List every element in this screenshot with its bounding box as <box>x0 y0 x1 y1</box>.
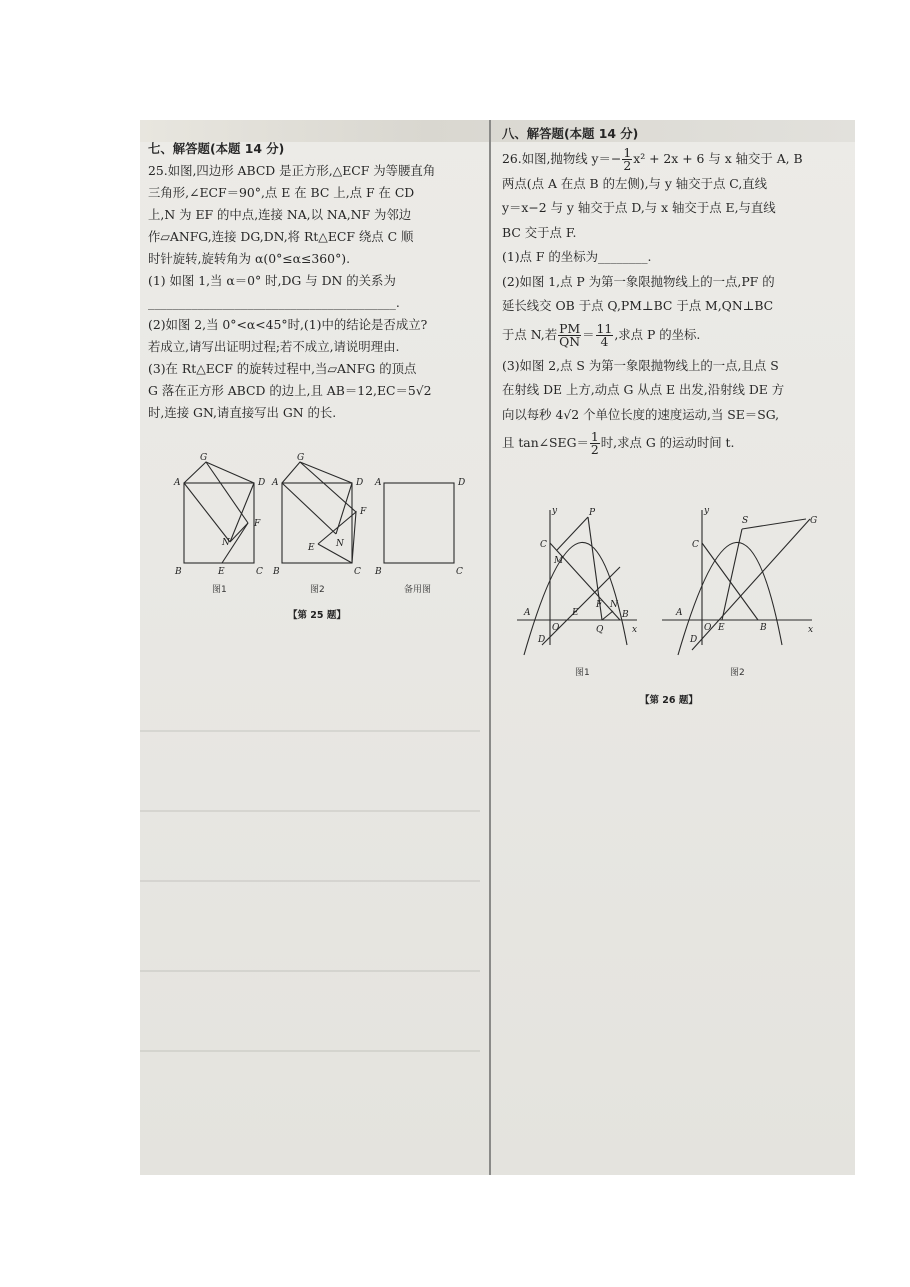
q25-footer: 【第 25 题】 <box>288 610 346 621</box>
bleed-line <box>140 810 480 812</box>
square-abcd <box>384 483 454 563</box>
bleed-line <box>140 730 480 732</box>
label-g: G <box>297 453 305 463</box>
q26-line: (2)如图 1,点 P 为第一象限抛物线上的一点,PF 的 <box>502 273 775 289</box>
label-b: B <box>175 567 182 577</box>
q26-frac-line-pre: 于点 N,若 <box>502 326 558 342</box>
label-f: F <box>360 507 367 517</box>
label-g: G <box>200 453 208 463</box>
label-c: C <box>456 567 463 577</box>
bleed-line <box>140 880 480 882</box>
label-x: x <box>808 625 814 635</box>
parallelogram-side <box>184 462 254 483</box>
label-d: D <box>356 478 364 488</box>
q25-line: 上,N 为 EF 的中点,连接 NA,以 NA,NF 为邻边 <box>148 207 412 222</box>
label-c: C <box>354 567 361 577</box>
label-s: S <box>742 516 749 526</box>
q26-line: (1)点 F 的坐标为________. <box>502 249 652 264</box>
q26-line: (3)如图 2,点 S 为第一象限抛物线上的一点,且点 S <box>502 357 779 373</box>
segment-pm <box>557 517 588 550</box>
label-x: x <box>632 625 638 635</box>
label-y: y <box>704 506 710 516</box>
q26-line: 向以每秒 4√2 个单位长度的速度运动,当 SE＝SG, <box>502 406 780 422</box>
q25-line: 25.如图,四边形 ABCD 是正方形,△ECF 为等腰直角 <box>148 163 436 178</box>
q25-line: 三角形,∠ECF＝90°,点 E 在 BC 上,点 F 在 CD <box>148 185 415 200</box>
frac-den: 2 <box>623 157 632 173</box>
q26-line: y＝x−2 与 y 轴交于点 D,与 x 轴交于点 E,与直线 <box>502 200 776 215</box>
q25-line: (3)在 Rt△ECF 的旋转过程中,当▱ANFG 的顶点 <box>148 361 417 376</box>
q25-line: 作▱ANFG,连接 DG,DN,将 Rt△ECF 绕点 C 顺 <box>148 229 414 244</box>
label-b: B <box>760 623 767 633</box>
label-m: M <box>554 556 564 566</box>
segment-gf <box>300 462 356 512</box>
q25-line: 时,连接 GN,请直接写出 GN 的长. <box>148 405 337 420</box>
question-25 <box>148 138 484 424</box>
frac-num: 1 <box>590 429 599 444</box>
q26-line: BC 交于点 F. <box>502 224 577 240</box>
label-n: N <box>336 539 344 549</box>
q25-figures <box>170 450 480 580</box>
label-e: E <box>218 567 225 577</box>
q26-line-1-pre: 26.如图,抛物线 y＝− <box>502 150 622 166</box>
label-b: B <box>273 567 280 577</box>
label-c: C <box>256 567 263 577</box>
label-y: y <box>552 506 558 516</box>
q25-line: (2)如图 2,当 0°<α<45°时,(1)中的结论是否成立? <box>148 317 428 332</box>
label-o: O <box>552 623 560 633</box>
q25-figure-2 <box>271 453 367 577</box>
label-b: B <box>622 610 629 620</box>
label-p: P <box>589 508 596 518</box>
label-n: N <box>222 538 230 548</box>
q26-figure-2 <box>662 506 817 655</box>
segment-nf <box>230 523 248 542</box>
label-d: D <box>458 478 466 488</box>
label-e: E <box>572 608 579 618</box>
segment-an <box>282 483 336 534</box>
label-a: A <box>676 608 683 618</box>
label-a: A <box>524 608 531 618</box>
frac-num: 1 <box>623 144 632 160</box>
q25-answer-blank: ________________________________________. <box>148 295 400 310</box>
bleed-line <box>140 970 480 972</box>
label-f: F <box>596 600 603 610</box>
label-d: D <box>538 635 546 645</box>
label-a: A <box>174 478 181 488</box>
q26-line-1-post: x² + 2x + 6 与 x 轴交于 A, B <box>633 150 803 166</box>
q26-header: 八、解答题(本题 14 分) <box>502 126 639 141</box>
segment-sg <box>742 519 806 529</box>
segment-ec <box>318 544 352 563</box>
frac-num: 11 <box>596 320 613 336</box>
label-c: C <box>692 540 699 550</box>
q26-frac-line-mid: ＝ <box>582 326 595 342</box>
q25-fig3-caption: 备用图 <box>404 585 432 595</box>
q25-line: 若成立,请写出证明过程;若不成立,请说明理由. <box>148 339 400 354</box>
q26-frac-line-post: ,求点 P 的坐标. <box>614 326 701 342</box>
square-abcd <box>282 483 352 563</box>
segment-an <box>184 483 230 542</box>
frac-num: PM <box>559 320 581 336</box>
q26-tan-post: 时,求点 G 的运动时间 t. <box>600 435 735 450</box>
q26-line-1 <box>502 144 852 173</box>
label-e: E <box>308 543 315 553</box>
frac-den: QN <box>559 333 581 349</box>
frac-den: 4 <box>600 333 609 349</box>
column-divider <box>489 120 491 1175</box>
q25-line: (1) 如图 1,当 α＝0° 时,DG 与 DN 的关系为 <box>148 273 396 288</box>
label-g: G <box>810 516 818 526</box>
q26-figures <box>512 505 852 660</box>
q26-fig1-caption: 图1 <box>575 668 590 678</box>
q26-line: 延长线交 OB 于点 Q,PM⊥BC 于点 M,QN⊥BC <box>502 298 774 313</box>
label-o: O <box>704 623 712 633</box>
fraction-eleven-fourths <box>596 320 614 349</box>
q26-line-fraction <box>502 320 852 349</box>
q25-line: G 落在正方形 ABCD 的边上,且 AB＝12,EC＝5√2 <box>148 383 432 398</box>
label-b: B <box>375 567 382 577</box>
parallelogram-side <box>282 462 352 483</box>
q26-footer: 【第 26 题】 <box>640 695 698 706</box>
label-a: A <box>272 478 279 488</box>
square-abcd <box>184 483 254 563</box>
q25-header: 七、解答题(本题 14 分) <box>148 141 285 156</box>
bleed-line <box>140 1050 480 1052</box>
q25-figure-1 <box>173 453 265 577</box>
fraction-one-half <box>590 431 600 456</box>
q26-line: 在射线 DE 上方,动点 G 从点 E 出发,沿射线 DE 方 <box>502 382 785 397</box>
label-n: N <box>610 600 618 610</box>
fraction-one-half <box>622 144 632 173</box>
label-f: F <box>254 519 261 529</box>
label-q: Q <box>596 625 604 635</box>
q26-figure-1 <box>517 506 637 655</box>
label-a: A <box>375 478 382 488</box>
q25-fig1-caption: 图1 <box>212 585 227 595</box>
fraction-pm-qn <box>558 320 581 349</box>
q26-fig2-caption: 图2 <box>730 668 745 678</box>
q25-line: 时针旋转,旋转角为 α(0°≤α≤360°). <box>148 251 351 266</box>
q26-tan-pre: 且 tan∠SEG＝ <box>502 435 589 450</box>
q25-backup-figure <box>374 478 465 577</box>
question-26 <box>502 122 852 456</box>
q26-line-tan <box>502 431 852 456</box>
q25-fig2-caption: 图2 <box>310 585 325 595</box>
segment-qn <box>602 611 613 620</box>
frac-den: 2 <box>590 442 599 457</box>
line-de <box>542 567 620 645</box>
q26-line: 两点(点 A 在点 B 的左侧),与 y 轴交于点 C,直线 <box>502 175 768 191</box>
label-e: E <box>718 623 725 633</box>
scanned-exam-photo <box>140 120 855 1175</box>
triangle-ecf <box>318 512 356 563</box>
label-d: D <box>258 478 266 488</box>
label-c: C <box>540 540 547 550</box>
label-d: D <box>690 635 698 645</box>
